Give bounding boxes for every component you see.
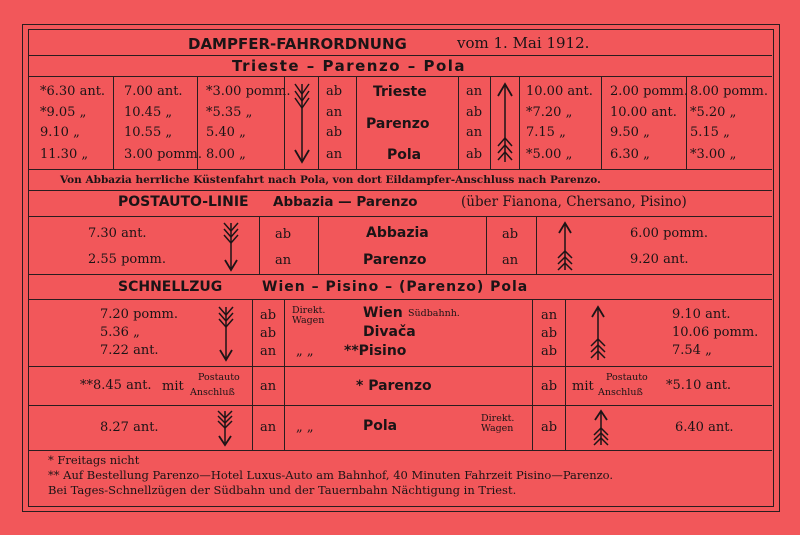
time-value: 5.36 „ — [100, 325, 140, 340]
time-cell — [690, 106, 736, 119]
time-cell — [88, 227, 147, 240]
time-value: 10.06 pomm. — [672, 325, 759, 340]
time-cell — [80, 379, 152, 392]
postauto-via: (über Fianona, Chersano, Pisino) — [461, 194, 687, 210]
time-value: *3.00 pomm. — [206, 84, 291, 99]
ab-an-label: ab — [466, 105, 483, 120]
ab-an-label: ab — [326, 84, 343, 99]
col-divider — [536, 217, 537, 274]
time-cell — [124, 106, 172, 119]
ab-an-label: an — [326, 105, 343, 120]
title-main: DAMPFER-FAHRORDNUNG — [188, 35, 407, 53]
time-cell — [526, 106, 572, 119]
ab-an-label: an — [466, 84, 483, 99]
rule — [28, 405, 772, 406]
time-value: *5.35 „ — [206, 105, 253, 120]
time-cell — [675, 421, 734, 434]
station-divaca: Divača — [363, 324, 416, 340]
footnote: Bei Tages-Schnellzügen der Südbahn und der Tauernbahn Nächtigung in Triest. — [48, 483, 517, 497]
station-pisino: **Pisino — [344, 343, 407, 359]
arrow-down-icon — [215, 409, 235, 447]
route-title-steamer: Trieste – Parenzo – Pola — [232, 57, 467, 75]
mit-label: mit — [162, 379, 184, 394]
time-cell — [206, 148, 246, 161]
time-value: 9.50 „ — [610, 125, 650, 140]
ab-an-label: an — [260, 420, 277, 435]
time-cell — [672, 344, 712, 357]
time-cell — [88, 253, 166, 266]
col-divider — [565, 300, 566, 450]
arrow-up-icon — [495, 80, 515, 166]
schnellzug-route: Wien – Pisino – (Parenzo) Pola — [262, 279, 529, 295]
time-cell — [526, 85, 593, 98]
time-value: 11.30 „ — [40, 147, 89, 162]
time-cell — [206, 85, 291, 98]
rule — [28, 450, 772, 451]
direkt-wagen-label: Direkt. Wagen — [292, 305, 326, 326]
col-divider — [259, 217, 260, 274]
ab-an-label: ab — [541, 379, 558, 394]
station-pola: Pola — [363, 418, 398, 434]
ab-an-label: ab — [502, 227, 519, 242]
station-parenzo: Parenzo — [366, 116, 430, 132]
time-value: 7.54 „ — [672, 343, 712, 358]
col-divider — [486, 217, 487, 274]
station-wien: Wien — [363, 305, 403, 321]
time-value: 10.55 „ — [124, 125, 173, 140]
ditto-mark: „ „ — [296, 420, 314, 435]
col-divider — [318, 77, 319, 169]
time-cell — [630, 253, 689, 266]
col-divider — [519, 77, 520, 169]
time-cell — [630, 227, 708, 240]
title-date: vom 1. Mai 1912. — [457, 34, 590, 52]
ab-an-label: ab — [326, 125, 343, 140]
time-value: 7.15 „ — [526, 125, 566, 140]
time-cell — [100, 326, 140, 339]
time-cell — [100, 421, 159, 434]
time-cell — [690, 126, 730, 139]
time-cell — [40, 85, 105, 98]
time-value: *6.30 ant. — [40, 84, 106, 99]
time-value: 8.00 „ — [206, 147, 246, 162]
time-cell — [610, 148, 650, 161]
arrow-up-icon — [588, 304, 608, 362]
col-divider — [318, 217, 319, 274]
time-value: **8.45 ant. — [80, 378, 152, 393]
arrow-down-icon — [292, 80, 312, 166]
col-divider — [284, 300, 285, 450]
time-value: *9.05 „ — [40, 105, 87, 120]
time-value: 10.00 ant. — [610, 105, 677, 120]
station-abbazia: Abbazia — [366, 225, 429, 241]
footnote: * Freitags nicht — [48, 453, 140, 467]
postauto-label: Postauto — [606, 372, 648, 383]
time-value: 6.00 pomm. — [630, 226, 709, 241]
time-cell — [610, 126, 650, 139]
ditto-mark: „ „ — [296, 344, 314, 359]
time-cell — [100, 344, 159, 357]
time-value: 6.40 ant. — [675, 420, 734, 435]
ab-an-label: ab — [260, 326, 277, 341]
time-value: 8.00 pomm. — [690, 84, 769, 99]
inner-frame — [28, 29, 774, 507]
footnote: ** Auf Bestellung Parenzo—Hotel Luxus-Auto am Bahnhof, 40 Minuten Fahrzeit Pisino—Parenzo. — [48, 468, 614, 482]
time-value: 9.20 ant. — [630, 252, 689, 267]
time-value: 3.00 pomm. — [124, 147, 203, 162]
ab-an-label: an — [260, 344, 277, 359]
ab-an-label: an — [541, 308, 558, 323]
time-cell — [610, 106, 677, 119]
time-cell — [206, 126, 246, 139]
time-value: *7.20 „ — [526, 105, 573, 120]
time-cell — [124, 148, 202, 161]
time-cell — [526, 126, 566, 139]
arrow-down-icon — [221, 220, 241, 272]
time-cell — [124, 85, 183, 98]
ab-an-label: an — [275, 253, 292, 268]
rule — [28, 274, 772, 275]
time-value: 10.45 „ — [124, 105, 173, 120]
time-cell — [610, 85, 688, 98]
time-value: 7.22 ant. — [100, 343, 159, 358]
time-value: 7.20 pomm. — [100, 307, 179, 322]
col-divider — [490, 77, 491, 169]
time-cell — [40, 148, 88, 161]
time-cell — [100, 308, 178, 321]
postauto-label: Postauto — [198, 372, 240, 383]
arrow-up-icon — [555, 220, 575, 272]
col-divider — [601, 77, 602, 169]
time-value: 9.10 ant. — [672, 307, 731, 322]
direkt-wagen-label: Direkt. Wagen — [481, 413, 515, 435]
wien-station-sub: Südbahnh. — [408, 308, 460, 319]
col-divider — [532, 300, 533, 450]
mit-label: mit — [572, 379, 594, 394]
anschluss-label: Anschluß — [598, 387, 643, 398]
rule — [28, 190, 772, 191]
time-value: *5.10 ant. — [666, 378, 732, 393]
arrow-up-icon — [591, 409, 611, 447]
rule — [28, 55, 772, 56]
time-cell — [690, 85, 768, 98]
station-trieste: Trieste — [373, 84, 427, 100]
time-cell — [672, 326, 758, 339]
time-cell — [666, 379, 731, 392]
time-cell — [206, 106, 252, 119]
rule — [28, 216, 772, 217]
ab-an-label: ab — [466, 147, 483, 162]
schnellzug-title: SCHNELLZUG — [118, 279, 223, 295]
ab-an-label: ab — [275, 227, 292, 242]
rule — [28, 299, 772, 300]
anschluss-label: Anschluß — [190, 387, 235, 398]
ab-an-label: ab — [541, 420, 558, 435]
steamer-note: Von Abbazia herrliche Küstenfahrt nach Pola, von dort Eildampfer-Anschluss nach Parenzo. — [60, 174, 601, 186]
rule — [28, 76, 772, 77]
time-cell — [124, 126, 172, 139]
arrow-down-icon — [216, 304, 236, 362]
col-divider — [356, 77, 357, 169]
time-cell — [672, 308, 731, 321]
col-divider — [113, 77, 114, 169]
time-value: 9.10 „ — [40, 125, 80, 140]
ab-an-label: an — [260, 379, 277, 394]
time-value: 10.00 ant. — [526, 84, 593, 99]
time-cell — [526, 148, 572, 161]
ab-an-label: an — [502, 253, 519, 268]
station-parenzo: * Parenzo — [356, 378, 432, 394]
time-value: *3.00 „ — [690, 147, 737, 162]
station-pola: Pola — [387, 147, 422, 163]
rule — [28, 169, 772, 170]
time-cell — [40, 126, 80, 139]
col-divider — [252, 300, 253, 450]
time-value: 8.27 ant. — [100, 420, 159, 435]
time-value: 5.15 „ — [690, 125, 730, 140]
time-value: *5.20 „ — [690, 105, 737, 120]
time-value: 6.30 „ — [610, 147, 650, 162]
ab-an-label: an — [466, 125, 483, 140]
col-divider — [458, 77, 459, 169]
rule — [28, 366, 772, 367]
ab-an-label: ab — [260, 308, 277, 323]
time-value: 2.00 pomm. — [610, 84, 689, 99]
time-cell — [690, 148, 736, 161]
postauto-route: Abbazia — Parenzo — [273, 194, 418, 210]
time-cell — [40, 106, 86, 119]
time-value: 2.55 pomm. — [88, 252, 167, 267]
ab-an-label: an — [326, 147, 343, 162]
station-parenzo: Parenzo — [363, 252, 427, 268]
postauto-title: POSTAUTO-LINIE — [118, 194, 249, 210]
time-value: 7.30 ant. — [88, 226, 147, 241]
time-value: *5.00 „ — [526, 147, 573, 162]
ab-an-label: ab — [541, 344, 558, 359]
ab-an-label: ab — [541, 326, 558, 341]
time-value: 7.00 ant. — [124, 84, 183, 99]
time-value: 5.40 „ — [206, 125, 246, 140]
